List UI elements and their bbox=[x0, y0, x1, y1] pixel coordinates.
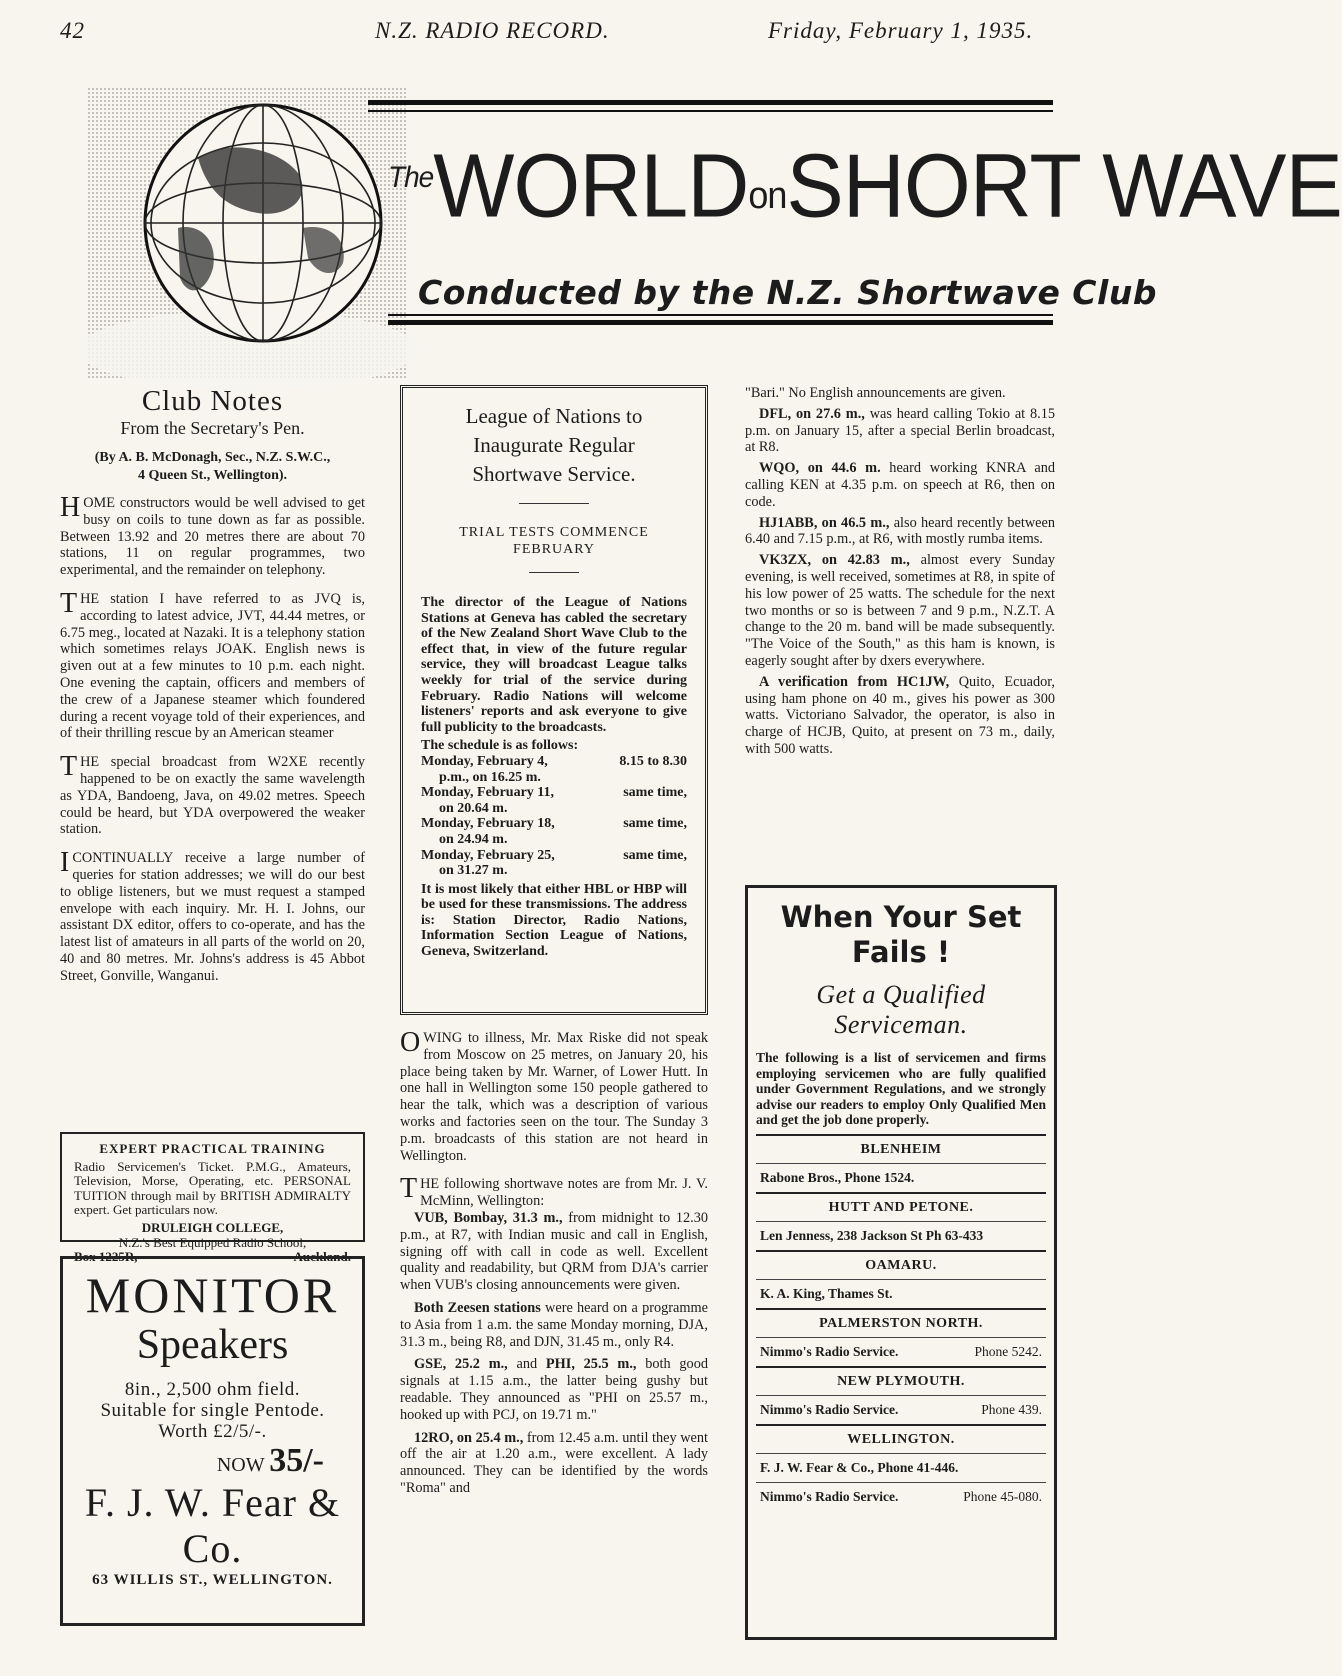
serviceman-name: Nimmo's Radio Service. bbox=[760, 1343, 899, 1359]
league-of-nations-article bbox=[400, 385, 708, 1015]
wqo-text: heard working KNRA and calling KEN at 4.35 p.m. on speech at R6, then on code. bbox=[745, 460, 1055, 510]
schedule-date: Monday, February 4, bbox=[421, 753, 548, 769]
serviceman-entry bbox=[756, 1279, 1046, 1308]
schedule-detail: on 31.27 m. bbox=[439, 863, 508, 879]
league-subhead-2: FEBRUARY bbox=[513, 542, 595, 557]
serviceman-list bbox=[756, 1134, 1046, 1511]
serviceman-name: Nimmo's Radio Service. bbox=[760, 1401, 899, 1417]
right-column-notes bbox=[745, 385, 1055, 758]
monitor-desc-3: Worth £2/5/-. bbox=[158, 1421, 267, 1442]
expert-training-ad bbox=[60, 1132, 365, 1265]
globe-illustration bbox=[88, 88, 408, 378]
schedule-detail: on 24.94 m. bbox=[439, 831, 508, 847]
gse-lead: GSE, 25.2 m., bbox=[414, 1356, 508, 1373]
expert-ad-heading: EXPERT PRACTICAL TRAINING bbox=[99, 1141, 326, 1156]
serviceman-entry bbox=[756, 1453, 1046, 1482]
serviceman-phone: Phone 5242. bbox=[974, 1343, 1042, 1359]
owing-paragraph: OWING to illness, Mr. Max Riske did not speak from Moscow on 25 metres, on January 20, his place being taken by Mr. Warner, of Lower Hutt. In one hall in Wellington some 150 people gathered to hear the talk, which was a description of various works and factories seen on the tour. The Sunday 3 p.m. broadcasts of this station are not heard in Wellington. bbox=[400, 1027, 708, 1164]
schedule-detail: on 20.64 m. bbox=[439, 800, 508, 816]
service-ad-sub-2: Serviceman. bbox=[834, 1010, 968, 1039]
monitor-now-label: NOW bbox=[216, 1454, 265, 1476]
expert-ad-dashes: - - bbox=[209, 1249, 222, 1265]
section-banner bbox=[88, 88, 1342, 378]
town-heading: OAMARU. bbox=[756, 1250, 1046, 1279]
expert-ad-body: Radio Servicemen's Ticket. P.M.G., Amateurs, Television, Morse, Operating, etc. PERSONAL TUITION through mail by BRITISH ADMIRALTY expert. Get particulars now. bbox=[74, 1158, 351, 1218]
wqo-lead: WQO, on 44.6 m. bbox=[759, 460, 881, 477]
hj-paragraph bbox=[745, 515, 1055, 549]
gse-text: both good signals at 1.15 a.m., the latter being gushy but readable. They announced as "PHI on 25.57 m., hooked up with PCJ, on 19.71 m." bbox=[400, 1356, 708, 1423]
schedule-date: Monday, February 11, bbox=[421, 785, 555, 801]
schedule-time: same time, bbox=[623, 816, 687, 832]
vub-paragraph bbox=[400, 1210, 708, 1294]
gse-mid: and bbox=[507, 1356, 546, 1373]
zeesen-lead: Both Zeesen stations bbox=[414, 1299, 541, 1316]
expert-ad-box: Box 1225R, bbox=[74, 1249, 138, 1265]
title-on: on bbox=[748, 173, 787, 217]
serviceman-name: K. A. King, Thames St. bbox=[760, 1285, 893, 1301]
hj-text: also heard recently between 6.40 and 7.15 p.m., at R6, with mostly rumba items. bbox=[745, 514, 1055, 548]
following-paragraph: THE following shortwave notes are from Mr. J. V. McMinn, Wellington: bbox=[400, 1173, 708, 1210]
league-title-3: Shortwave Service. bbox=[472, 462, 636, 486]
club-paragraph: ICONTINUALLY receive a large number of queries for station addresses; we will do our best to oblige listeners, but we must request a stamped envelope with each inquiry. Mr. H. I. Johns, our assistant DX editor, offers to co-operate, and has the latest list of amateurs in all parts of the world on 20, 40 and 80 metres. Mr. Johns's address is 45 Abbot Street, Gonville, Wanganui. bbox=[60, 847, 365, 984]
hc-paragraph bbox=[745, 674, 1055, 758]
title-world: WORLD bbox=[433, 135, 749, 237]
club-paragraph: THE station I have referred to as JVQ is, according to latest advice, JVT, 44.44 metres, or 6.75 meg., located at Nazaki. It is a telephony station which sometimes relays JOAK. English news is given out at a few minutes to 10 p.m. each night. One evening the captain, officers and members of the crew of a Japanese steamer which foundered during a recent voyage told of their experiences, and of their thrilling rescue by an American steamer bbox=[60, 587, 365, 742]
town-heading: WELLINGTON. bbox=[756, 1424, 1046, 1453]
section-title bbox=[388, 135, 1342, 237]
club-notes-heading: Club Notes bbox=[141, 385, 284, 417]
bari-paragraph: "Bari." No English announcements are given. bbox=[745, 385, 1006, 401]
dfl-paragraph bbox=[745, 406, 1055, 456]
hj-lead: HJ1ABB, on 46.5 m., bbox=[759, 514, 890, 531]
monitor-price bbox=[71, 1442, 354, 1480]
vk-lead: VK3ZX, on 42.83 m., bbox=[759, 552, 910, 569]
title-the: The bbox=[388, 160, 434, 194]
club-paragraph: HOME constructors would be well advised to get busy on coils to tune down as far as possible. Between 13.92 and 20 metres there are about 70 stations, 11 on regular programmes, two experimental, and the remainder on telephony. bbox=[60, 492, 365, 579]
page-number: 42 bbox=[60, 18, 85, 43]
serviceman-entry bbox=[756, 1337, 1046, 1366]
gse-paragraph bbox=[400, 1356, 708, 1423]
hc-text: Quito, Ecuador, using ham phone on 40 m., gives his power as 300 watts. Victoriano Salvador, the operator, is also in charge of HCJB, Quito, at present on 73 m., daily, with 500 watts. bbox=[745, 673, 1056, 757]
vk-text: almost every Sunday evening, is well received, sometimes at R8, in spite of his low power of 25 watts. The schedule for the next two months or so is between 7 and 9 p.m., N.Z.T. A change to the 20 m. band will be made subsequently. "The Voice of the South," as this ham is known, is eagerly sought after by dxers everywhere. bbox=[745, 552, 1055, 669]
monitor-desc-2: Suitable for single Pentode. bbox=[100, 1400, 325, 1421]
monitor-brand: MONITOR bbox=[85, 1267, 340, 1323]
league-subhead-1: TRIAL TESTS COMMENCE bbox=[459, 525, 649, 540]
schedule-detail: p.m., on 16.25 m. bbox=[439, 769, 541, 785]
monitor-now-price: 35/- bbox=[269, 1442, 324, 1479]
league-schedule bbox=[421, 754, 687, 879]
league-title-1: League of Nations to bbox=[465, 404, 643, 428]
club-notes-subheading: From the Secretary's Pen. bbox=[120, 418, 305, 438]
rome-paragraph bbox=[400, 1430, 708, 1497]
wqo-paragraph bbox=[745, 460, 1055, 510]
league-closing: It is most likely that either HBL or HBP will be used for these transmissions. The address is: Station Director, Radio Nations, Information Section League of Nations, Geneva, Switzerland. bbox=[421, 881, 687, 960]
monitor-desc-1: 8in., 2,500 ohm field. bbox=[124, 1379, 301, 1400]
service-ad-head-1: When Your Set bbox=[780, 900, 1022, 934]
vub-text: from midnight to 12.30 p.m., at R7, with Indian music and call in English, signing off with call in code as well. Excellent quality and readability, but QRM from DJA's carrier when VUB's closing announcements were given. bbox=[400, 1209, 708, 1294]
serviceman-name: F. J. W. Fear & Co., Phone 41-446. bbox=[760, 1459, 959, 1475]
town-heading: PALMERSTON NORTH. bbox=[756, 1308, 1046, 1337]
publication-title: N.Z. RADIO RECORD. bbox=[375, 18, 610, 43]
rome-text: from 12.45 a.m. until they went off the air at 1.20 a.m., were excellent. A lady announced. They can be identified by the words "Roma" and bbox=[400, 1429, 708, 1496]
title-short-wave: SHORT WAVE bbox=[786, 135, 1342, 237]
schedule-time: same time, bbox=[623, 785, 687, 801]
zeesen-paragraph bbox=[400, 1300, 708, 1350]
serviceman-name: Rabone Bros., Phone 1524. bbox=[760, 1169, 915, 1185]
serviceman-phone: Phone 45-080. bbox=[963, 1488, 1042, 1504]
vk-paragraph bbox=[745, 552, 1055, 670]
dfl-lead: DFL, on 27.6 m., bbox=[759, 405, 865, 422]
schedule-time: same time, bbox=[623, 847, 687, 863]
middle-column-notes bbox=[400, 1027, 708, 1497]
serviceman-ad bbox=[745, 885, 1057, 1640]
serviceman-name: Len Jenness, 238 Jackson St Ph 63-433 bbox=[760, 1227, 984, 1243]
service-ad-intro: The following is a list of servicemen and firms employing servicemen who are fully qualified under Government Regulations, and we strongly advise our readers to employ Only Qualified Men and get the job done properly. bbox=[756, 1050, 1046, 1127]
monitor-speakers-ad bbox=[60, 1256, 365, 1626]
monitor-product: Speakers bbox=[136, 1322, 289, 1368]
vub-lead: VUB, Bombay, 31.3 m., bbox=[414, 1209, 563, 1226]
schedule-time: 8.15 to 8.30 bbox=[619, 753, 687, 769]
byline-line-2: 4 Queen St., Wellington). bbox=[137, 468, 288, 483]
league-body: The director of the League of Nations Stations at Geneva has cabled the secretary of the New Zealand Short Wave Club to the effect that, in view of the future regular service, they will broadcast League talks weekly for trial of the service during February. Radio Nations will welcome listeners' reports and ask everyone to give full publicity to the broadcasts. bbox=[421, 595, 687, 735]
serviceman-entry bbox=[756, 1163, 1046, 1192]
hc-lead: A verification from HC1JW, bbox=[759, 673, 950, 690]
rome-lead: 12RO, on 25.4 m., bbox=[414, 1429, 524, 1446]
club-paragraph: THE special broadcast from W2XE recently happened to be on exactly the same wavelength as YDA, Bandoeng, Java, on 49.02 metres. Speech could be heard, but YDA overpowered the weaker station. bbox=[60, 751, 365, 838]
zeesen-text: were heard on a programme to Asia from 1 a.m. the same Monday morning, DJA, 31.3 m., being R8, and DJN, 31.45 m., only R4. bbox=[400, 1299, 708, 1350]
section-subtitle: Conducted by the N.Z. Shortwave Club bbox=[418, 273, 1157, 312]
monitor-firm: F. J. W. Fear & Co. bbox=[84, 1480, 341, 1571]
league-schedule-intro: The schedule is as follows: bbox=[421, 738, 579, 754]
town-heading: NEW PLYMOUTH. bbox=[756, 1366, 1046, 1395]
serviceman-entry bbox=[756, 1221, 1046, 1250]
issue-date: Friday, February 1, 1935. bbox=[768, 18, 1034, 43]
town-heading: HUTT AND PETONE. bbox=[756, 1192, 1046, 1221]
expert-ad-tagline: N.Z.'s Best Equipped Radio School, bbox=[118, 1234, 307, 1250]
serviceman-name: Nimmo's Radio Service. bbox=[760, 1488, 899, 1504]
dfl-text: was heard calling Tokio at 8.15 p.m. on January 15, after a special Berlin broadcast, at R8. bbox=[745, 405, 1055, 456]
monitor-address: 63 WILLIS ST., WELLINGTON. bbox=[92, 1572, 333, 1588]
serviceman-phone: Phone 439. bbox=[981, 1401, 1042, 1417]
service-ad-head-2: Fails ! bbox=[851, 935, 951, 969]
league-title-2: Inaugurate Regular bbox=[473, 433, 635, 457]
byline-line-1: (By A. B. McDonagh, Sec., N.Z. S.W.C., bbox=[94, 450, 331, 465]
schedule-date: Monday, February 18, bbox=[421, 816, 555, 832]
expert-ad-city: Auckland. bbox=[293, 1249, 351, 1265]
serviceman-entry bbox=[756, 1395, 1046, 1424]
serviceman-entry bbox=[756, 1482, 1046, 1511]
schedule-date: Monday, February 25, bbox=[421, 847, 555, 863]
expert-ad-college: DRULEIGH COLLEGE, bbox=[141, 1219, 284, 1235]
phi-lead: PHI, 25.5 m., bbox=[545, 1356, 637, 1373]
club-notes-article bbox=[60, 385, 365, 985]
service-ad-sub-1: Get a Qualified bbox=[816, 980, 986, 1009]
town-heading: BLENHEIM bbox=[756, 1134, 1046, 1163]
